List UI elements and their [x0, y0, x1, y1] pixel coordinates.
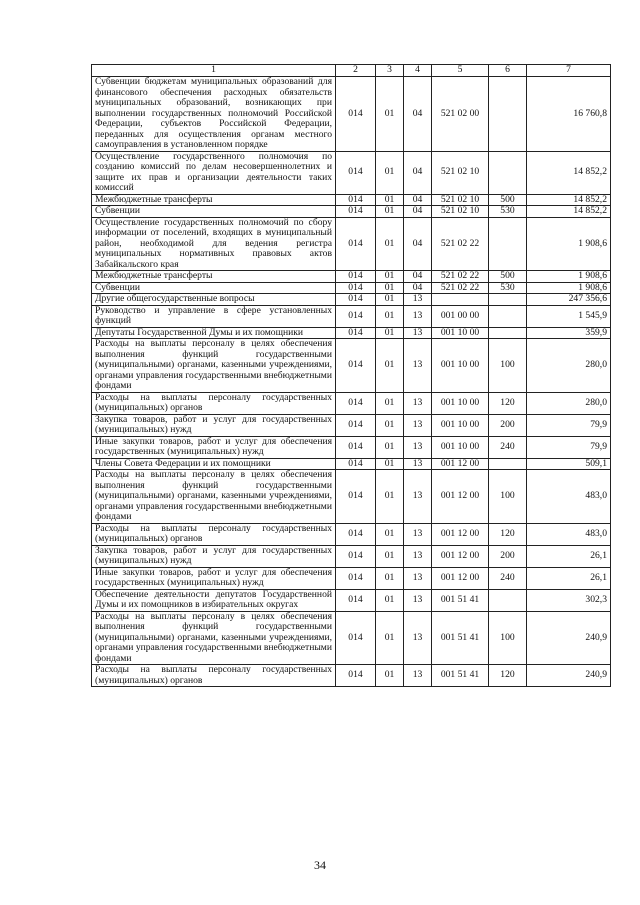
row-section-code: 01	[376, 305, 404, 327]
column-header-1: 1	[92, 65, 336, 77]
row-expense-type: 530	[489, 282, 527, 294]
row-target-article	[432, 294, 489, 306]
row-section-code: 01	[376, 392, 404, 414]
row-target-article: 001 12 00	[432, 545, 489, 567]
row-amount: 14 852,2	[527, 151, 611, 194]
row-ministry-code: 014	[336, 194, 376, 206]
row-ministry-code: 014	[336, 545, 376, 567]
row-expense-type: 200	[489, 414, 527, 436]
row-description: Субвенции	[92, 206, 336, 218]
row-expense-type: 200	[489, 545, 527, 567]
row-subsection-code: 04	[404, 282, 432, 294]
row-amount: 359,9	[527, 327, 611, 339]
row-description: Закупка товаров, работ и услуг для государственных (муниципальных) нужд	[92, 545, 336, 567]
row-amount: 240,9	[527, 665, 611, 687]
row-description: Субвенции	[92, 282, 336, 294]
row-target-article: 001 51 41	[432, 665, 489, 687]
row-subsection-code: 13	[404, 665, 432, 687]
row-section-code: 01	[376, 151, 404, 194]
table-row	[92, 206, 611, 218]
row-ministry-code: 014	[336, 665, 376, 687]
row-subsection-code: 04	[404, 194, 432, 206]
row-section-code: 01	[376, 611, 404, 665]
row-ministry-code: 014	[336, 392, 376, 414]
row-ministry-code: 014	[336, 436, 376, 458]
table-row	[92, 436, 611, 458]
row-expense-type: 240	[489, 567, 527, 589]
row-expense-type: 100	[489, 470, 527, 524]
row-subsection-code: 13	[404, 523, 432, 545]
row-subsection-code: 13	[404, 567, 432, 589]
row-section-code: 01	[376, 470, 404, 524]
row-subsection-code: 13	[404, 339, 432, 393]
table-row	[92, 194, 611, 206]
row-target-article: 001 10 00	[432, 339, 489, 393]
row-target-article: 001 00 00	[432, 305, 489, 327]
row-subsection-code: 13	[404, 589, 432, 611]
table-row	[92, 414, 611, 436]
table-row	[92, 339, 611, 393]
row-target-article: 001 10 00	[432, 436, 489, 458]
table-row	[92, 305, 611, 327]
row-subsection-code: 13	[404, 470, 432, 524]
row-expense-type: 120	[489, 523, 527, 545]
row-section-code: 01	[376, 589, 404, 611]
row-expense-type	[489, 151, 527, 194]
row-description: Депутаты Государственной Думы и их помощники	[92, 327, 336, 339]
column-header-2: 2	[336, 65, 376, 77]
row-subsection-code: 04	[404, 77, 432, 152]
row-subsection-code: 04	[404, 271, 432, 283]
table-row	[92, 151, 611, 194]
row-amount: 1 908,6	[527, 271, 611, 283]
row-subsection-code: 04	[404, 217, 432, 271]
table-row	[92, 567, 611, 589]
row-target-article: 521 02 22	[432, 217, 489, 271]
row-subsection-code: 04	[404, 206, 432, 218]
column-header-4: 4	[404, 65, 432, 77]
row-description: Расходы на выплаты персоналу в целях обеспечения выполнения функций государственными (муниципальными) органами, казенными учреждениями, органами управления государственными внебюджетными фондами	[92, 611, 336, 665]
row-description: Осуществление государственных полномочий по сбору информации от поселений, входящих в муниципальный район, необходимой для ведения регистра муниципальных нормативных правовых актов Забайкальского края	[92, 217, 336, 271]
row-description: Иные закупки товаров, работ и услуг для обеспечения государственных (муниципальных) нужд	[92, 567, 336, 589]
column-header-7: 7	[527, 65, 611, 77]
column-header-6: 6	[489, 65, 527, 77]
row-description: Расходы на выплаты персоналу государственных (муниципальных) органов	[92, 523, 336, 545]
row-amount: 14 852,2	[527, 206, 611, 218]
row-target-article: 001 10 00	[432, 392, 489, 414]
table-row	[92, 665, 611, 687]
row-description: Другие общегосударственные вопросы	[92, 294, 336, 306]
row-amount: 483,0	[527, 470, 611, 524]
row-description: Иные закупки товаров, работ и услуг для обеспечения государственных (муниципальных) нужд	[92, 436, 336, 458]
row-subsection-code: 13	[404, 458, 432, 470]
row-ministry-code: 014	[336, 294, 376, 306]
row-amount: 509,1	[527, 458, 611, 470]
row-expense-type	[489, 217, 527, 271]
table-row	[92, 294, 611, 306]
row-subsection-code: 13	[404, 436, 432, 458]
table-row	[92, 458, 611, 470]
row-section-code: 01	[376, 339, 404, 393]
row-section-code: 01	[376, 194, 404, 206]
row-ministry-code: 014	[336, 470, 376, 524]
row-subsection-code: 13	[404, 545, 432, 567]
budget-table	[91, 64, 611, 687]
row-section-code: 01	[376, 206, 404, 218]
row-amount: 483,0	[527, 523, 611, 545]
row-expense-type	[489, 589, 527, 611]
row-amount: 1 908,6	[527, 217, 611, 271]
row-expense-type: 500	[489, 194, 527, 206]
row-section-code: 01	[376, 217, 404, 271]
row-amount: 280,0	[527, 339, 611, 393]
row-expense-type: 530	[489, 206, 527, 218]
row-target-article: 001 12 00	[432, 470, 489, 524]
row-expense-type	[489, 294, 527, 306]
row-target-article: 521 02 10	[432, 206, 489, 218]
row-amount: 1 545,9	[527, 305, 611, 327]
row-target-article: 521 02 22	[432, 282, 489, 294]
row-amount: 26,1	[527, 545, 611, 567]
row-ministry-code: 014	[336, 414, 376, 436]
row-subsection-code: 13	[404, 611, 432, 665]
row-description: Расходы на выплаты персоналу в целях обеспечения выполнения функций государственными (муниципальными) органами, казенными учреждениями, органами управления государственными внебюджетными фондами	[92, 470, 336, 524]
row-amount: 16 760,8	[527, 77, 611, 152]
row-expense-type: 500	[489, 271, 527, 283]
row-target-article: 001 10 00	[432, 414, 489, 436]
row-section-code: 01	[376, 294, 404, 306]
row-section-code: 01	[376, 567, 404, 589]
row-section-code: 01	[376, 414, 404, 436]
row-section-code: 01	[376, 436, 404, 458]
row-amount: 247 356,6	[527, 294, 611, 306]
row-subsection-code: 13	[404, 327, 432, 339]
row-ministry-code: 014	[336, 282, 376, 294]
row-expense-type	[489, 305, 527, 327]
row-description: Расходы на выплаты персоналу в целях обеспечения выполнения функций государственными (муниципальными) органами, казенными учреждениями, органами управления государственными внебюджетными фондами	[92, 339, 336, 393]
page-number: 34	[314, 858, 326, 872]
row-amount: 26,1	[527, 567, 611, 589]
row-expense-type: 120	[489, 392, 527, 414]
row-ministry-code: 014	[336, 305, 376, 327]
row-target-article: 001 12 00	[432, 523, 489, 545]
row-ministry-code: 014	[336, 151, 376, 194]
row-description: Расходы на выплаты персоналу государственных (муниципальных) органов	[92, 665, 336, 687]
row-ministry-code: 014	[336, 206, 376, 218]
row-ministry-code: 014	[336, 611, 376, 665]
row-target-article: 001 51 41	[432, 589, 489, 611]
row-description: Закупка товаров, работ и услуг для государственных (муниципальных) нужд	[92, 414, 336, 436]
column-header-5: 5	[432, 65, 489, 77]
row-ministry-code: 014	[336, 339, 376, 393]
table-row	[92, 611, 611, 665]
row-amount: 240,9	[527, 611, 611, 665]
row-section-code: 01	[376, 327, 404, 339]
row-description: Межбюджетные трансферты	[92, 271, 336, 283]
row-target-article: 521 02 22	[432, 271, 489, 283]
row-target-article: 001 12 00	[432, 567, 489, 589]
row-amount: 302,3	[527, 589, 611, 611]
row-amount: 1 908,6	[527, 282, 611, 294]
table-row	[92, 77, 611, 152]
row-ministry-code: 014	[336, 523, 376, 545]
table-row	[92, 271, 611, 283]
column-header-3: 3	[376, 65, 404, 77]
row-expense-type	[489, 77, 527, 152]
table-row	[92, 545, 611, 567]
row-subsection-code: 13	[404, 305, 432, 327]
row-ministry-code: 014	[336, 271, 376, 283]
row-section-code: 01	[376, 545, 404, 567]
row-target-article: 521 02 10	[432, 151, 489, 194]
row-section-code: 01	[376, 523, 404, 545]
row-target-article: 521 02 00	[432, 77, 489, 152]
row-expense-type: 240	[489, 436, 527, 458]
row-subsection-code: 13	[404, 392, 432, 414]
row-description: Руководство и управление в сфере установленных функций	[92, 305, 336, 327]
row-expense-type	[489, 458, 527, 470]
row-target-article: 001 51 41	[432, 611, 489, 665]
table-row	[92, 589, 611, 611]
row-expense-type: 100	[489, 611, 527, 665]
table-body	[92, 77, 611, 687]
row-description: Осуществление государственного полномочия по созданию комиссий по делам несовершеннолетних и защите их прав и организации деятельности таких комиссий	[92, 151, 336, 194]
table-row	[92, 282, 611, 294]
row-ministry-code: 014	[336, 327, 376, 339]
row-expense-type	[489, 327, 527, 339]
row-section-code: 01	[376, 458, 404, 470]
row-description: Межбюджетные трансферты	[92, 194, 336, 206]
row-target-article: 521 02 10	[432, 194, 489, 206]
row-target-article: 001 12 00	[432, 458, 489, 470]
row-description: Члены Совета Федерации и их помощники	[92, 458, 336, 470]
table-row	[92, 523, 611, 545]
row-section-code: 01	[376, 665, 404, 687]
row-amount: 79,9	[527, 414, 611, 436]
table-row	[92, 392, 611, 414]
row-subsection-code: 13	[404, 414, 432, 436]
row-section-code: 01	[376, 271, 404, 283]
header-row	[92, 65, 611, 77]
row-section-code: 01	[376, 77, 404, 152]
row-ministry-code: 014	[336, 567, 376, 589]
table-row	[92, 470, 611, 524]
row-ministry-code: 014	[336, 589, 376, 611]
row-subsection-code: 13	[404, 294, 432, 306]
row-description: Субвенции бюджетам муниципальных образований для финансового обеспечения расходных обязательств муниципальных образований, возникающих при выполнении государственных полномочий Российской Федерации, субъектов Российской Федерации, переданных для осуществления органам местного самоуправления в установленном порядке	[92, 77, 336, 152]
row-amount: 79,9	[527, 436, 611, 458]
table-row	[92, 327, 611, 339]
row-ministry-code: 014	[336, 77, 376, 152]
row-expense-type: 120	[489, 665, 527, 687]
row-target-article: 001 10 00	[432, 327, 489, 339]
row-amount: 14 852,2	[527, 194, 611, 206]
row-ministry-code: 014	[336, 458, 376, 470]
row-subsection-code: 04	[404, 151, 432, 194]
table-row	[92, 217, 611, 271]
row-description: Расходы на выплаты персоналу государственных (муниципальных) органов	[92, 392, 336, 414]
row-section-code: 01	[376, 282, 404, 294]
row-amount: 280,0	[527, 392, 611, 414]
row-ministry-code: 014	[336, 217, 376, 271]
row-expense-type: 100	[489, 339, 527, 393]
row-description: Обеспечение деятельности депутатов Государственной Думы и их помощников в избирательных округах	[92, 589, 336, 611]
